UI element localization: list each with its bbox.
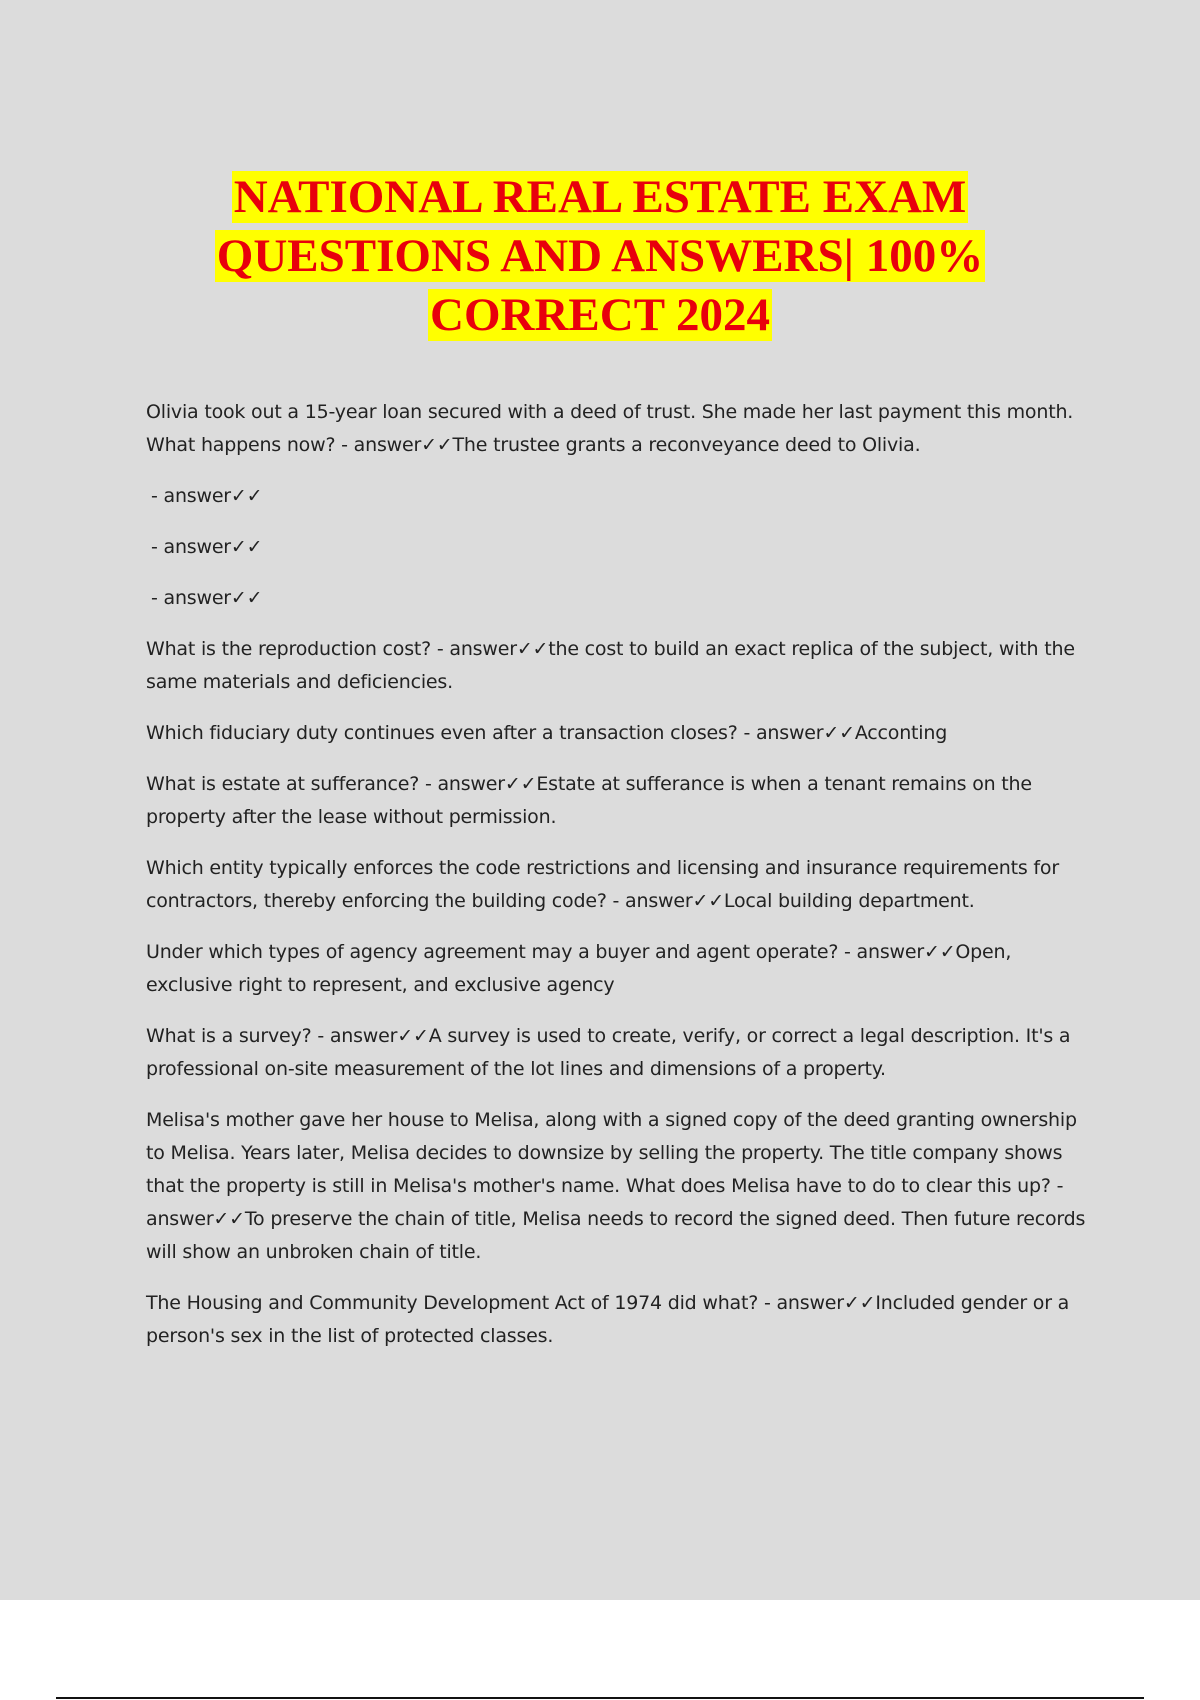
answer-marker: - answer✓✓: [151, 536, 263, 558]
document-title: [0, 168, 1200, 345]
title-line-2: QUESTIONS AND ANSWERS| 100%: [216, 230, 984, 282]
answer-text: The trustee grants a reconveyance deed to Olivia.: [452, 434, 921, 456]
qa-item: [151, 531, 1086, 564]
answer-marker: - answer✓✓: [606, 890, 724, 912]
question-text: What is the reproduction cost?: [146, 638, 432, 660]
answer-text: Open, exclusive right to represent, and exclusive agency: [146, 941, 1012, 996]
qa-item: [151, 582, 1086, 615]
answer-text: Estate at sufferance is when a tenant remains on the property after the lease without permission.: [146, 773, 1032, 828]
answer-marker: - answer✓✓: [419, 773, 537, 795]
answer-marker: - answer✓✓: [737, 722, 855, 744]
qa-item: [146, 1020, 1086, 1086]
answer-text: Acconting: [854, 722, 948, 744]
qa-item: [151, 480, 1086, 513]
answer-marker: - answer✓✓: [838, 941, 956, 963]
answer-marker: - answer✓✓: [151, 587, 263, 609]
answer-marker: - answer✓✓: [335, 434, 453, 456]
qa-item: [146, 633, 1086, 699]
answer-text: Local building department.: [723, 890, 975, 912]
title-line-3: CORRECT 2024: [430, 289, 770, 341]
qa-item: [146, 396, 1086, 462]
qa-item: [146, 936, 1086, 1002]
question-text: Under which types of agency agreement may a buyer and agent operate?: [146, 941, 839, 963]
qa-item: [146, 1287, 1086, 1353]
answer-marker: - answer✓✓: [431, 638, 549, 660]
qa-item: [146, 852, 1086, 918]
answer-marker: - answer✓✓: [146, 1175, 1064, 1230]
answer-marker: - answer✓✓: [758, 1292, 876, 1314]
question-text: Olivia took out a 15-year loan secured with a deed of trust. She made her last payment this month. What happens now?: [146, 401, 1074, 456]
answer-marker: - answer✓✓: [311, 1025, 429, 1047]
qa-item: [146, 717, 1086, 750]
answer-marker: - answer✓✓: [151, 485, 263, 507]
question-text: Melisa's mother gave her house to Melisa, along with a signed copy of the deed granting ownership to Melisa. Years later, Melisa decides to downsize by selling the property. The title company shows that the property is still in Melisa's mother's name. What does Melisa have to do to clear this up?: [146, 1109, 1077, 1197]
footer-rule: [56, 1697, 1144, 1699]
question-text: What is a survey?: [146, 1025, 312, 1047]
question-text: Which entity typically enforces the code restrictions and licensing and insurance requirements for contractors, thereby enforcing the building code?: [146, 857, 1059, 912]
qa-item: [146, 1104, 1086, 1269]
answer-text: the cost to build an exact replica of the subject, with the same materials and deficiencies.: [146, 638, 1075, 693]
answer-text: To preserve the chain of title, Melisa needs to record the signed deed. Then future records will show an unbroken chain of title.: [146, 1208, 1086, 1263]
answer-text: Included gender or a person's sex in the list of protected classes.: [146, 1292, 1070, 1347]
title-line-1: NATIONAL REAL ESTATE EXAM: [233, 171, 967, 223]
qa-item: [146, 768, 1086, 834]
question-text: Which fiduciary duty continues even after a transaction closes?: [146, 722, 738, 744]
qa-list: [146, 396, 1086, 1371]
question-text: What is estate at sufferance?: [146, 773, 420, 795]
answer-text: A survey is used to create, verify, or correct a legal description. It's a professional on-site measurement of the lot lines and dimensions of a property.: [146, 1025, 1071, 1080]
question-text: The Housing and Community Development Act of 1974 did what?: [146, 1292, 759, 1314]
